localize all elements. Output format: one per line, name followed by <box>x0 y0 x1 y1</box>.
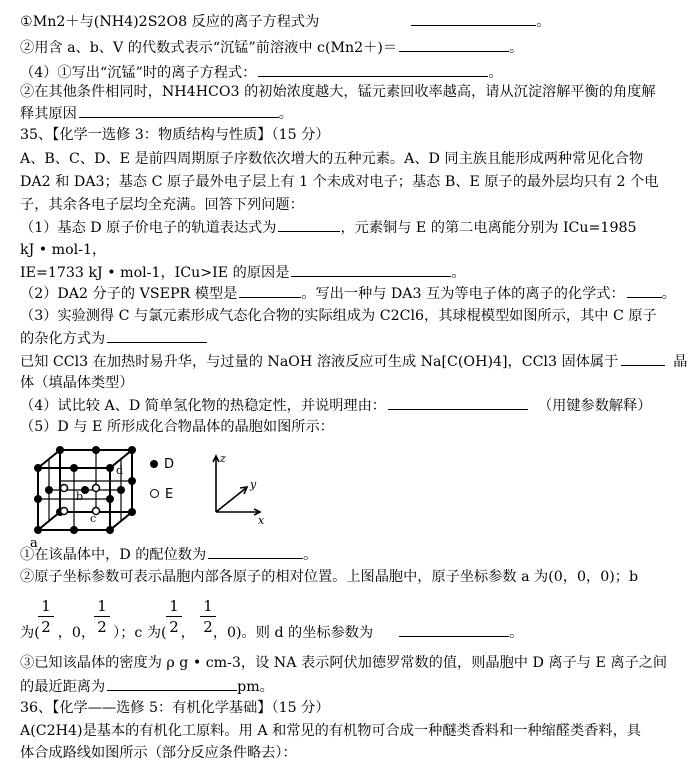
question-line <box>20 622 684 643</box>
fraction-numerator: 1 <box>41 597 51 615</box>
question-line <box>20 103 684 124</box>
question-line: ②在其他条件相同时，NH4HCO3 的初始浓度越大，锰元素回收率越高，请从沉淀溶解平衡的角度解 <box>20 84 656 100</box>
legend-e <box>150 487 173 502</box>
unit-cell-figure <box>30 442 140 540</box>
question-line <box>20 544 684 565</box>
question-text: （2）DA2 分子的 VSEPR 模型是 <box>20 286 238 302</box>
question-line: 体（填晶体类型） <box>20 375 134 391</box>
answer-blank <box>627 283 662 298</box>
question-text: pm。 <box>237 679 274 695</box>
question-text: （4）试比较 A、D 简单氢化物的热稳定性，并说明理由： <box>20 398 386 414</box>
question-line <box>20 328 684 349</box>
question-line: （5）D 与 E 所形成化合物晶体的晶胞如图所示： <box>20 419 334 435</box>
fraction-denominator: 2 <box>203 618 213 636</box>
question-text: 的最近距离为 <box>20 679 106 695</box>
fraction-numerator: 1 <box>169 597 179 615</box>
axes-figure <box>206 452 272 526</box>
answer-blank <box>239 283 301 298</box>
section-title: 35、【化学一选修 3：物质结构与性质】（15 分） <box>20 127 330 143</box>
coord-text: ，0， <box>57 625 96 641</box>
question-line <box>20 262 684 283</box>
question-line <box>20 351 688 372</box>
axis-x-label: x <box>258 514 265 526</box>
period: 。 <box>536 14 551 30</box>
question-text: （1）基态 D 原子价电子的轨道表达式为 <box>20 220 277 236</box>
question-text: 释其原因 <box>20 106 77 122</box>
coord-text: 为( <box>20 625 40 641</box>
question-line: （3）实验测得 C 与氯元素形成气态化合物的实际组成为 C2Cl6，其球棍模型如图所示，其中 C 原子 <box>20 308 657 324</box>
answer-blank <box>107 328 207 343</box>
question-line: 体合成路线如图所示（部分反应条件略去）： <box>20 745 297 761</box>
question-text: 已知 CCl3 在加热时易升华，与过量的 NaOH 溶液反应可生成 Na[C(OH)4]，CCl3 固体属于 <box>20 354 619 370</box>
label-b: b <box>76 490 84 503</box>
label-c: c <box>90 512 97 525</box>
question-line: DA2 和 DA3；基态 C 原子最外电子层上有 1 个未成对电子；基态 B、E 原子的最外层均只有 2 个电 <box>20 174 659 190</box>
question-line <box>20 676 684 697</box>
answer-blank <box>399 622 509 637</box>
fraction-numerator: 1 <box>97 597 107 615</box>
period: 。 <box>451 265 466 281</box>
question-line <box>20 11 684 32</box>
question-text: 。写出一种与 DA3 互为等电子体的离子的化学式： <box>301 286 625 302</box>
question-text: ①Mn2＋与(NH4)2S2O8 反应的离子方程式为 <box>20 14 320 30</box>
answer-blank <box>399 37 509 52</box>
legend-d-label: D <box>164 457 175 472</box>
question-text: 晶 <box>673 354 688 370</box>
coord-text: ，0)。则 d 的坐标参数为 <box>212 625 374 641</box>
period: 。 <box>278 106 293 122</box>
question-text: ①在该晶体中，D 的配位数为 <box>20 547 207 563</box>
fraction-denominator: 2 <box>97 618 107 636</box>
answer-blank <box>79 103 279 118</box>
question-line: 子，其余各电子层均全充满。回答下列问题： <box>20 197 304 213</box>
answer-blank <box>107 676 237 691</box>
question-text: ，元素铜与 E 的第二电离能分别为 ICu=1985 <box>340 220 637 236</box>
coord-text: ）；c 为( <box>113 625 167 641</box>
question-line: A、B、C、D、E 是前四周期原子序数依次增大的五种元素。A、D 同主族且能形成两种常见化合物 <box>20 151 644 167</box>
question-line: ②原子坐标参数可表示晶胞内部各原子的相对位置。上图晶胞中，原子坐标参数 a 为(0，0，0)；b <box>20 569 639 585</box>
legend-e-label: E <box>165 487 174 502</box>
question-text: （4）①写出“沉锰”时的离子方程式： <box>20 65 257 81</box>
axis-y-label: y <box>250 478 257 491</box>
answer-blank <box>291 262 451 277</box>
question-text: ②用含 a、b、V 的代数式表示“沉锰”前溶液中 c(Mn2＋)＝ <box>20 40 398 56</box>
answer-blank <box>208 544 303 559</box>
question-text: （用键参数解释） <box>537 398 652 414</box>
question-line: ③已知该晶体的密度为 ρ g • cm-3，设 NA 表示阿伏加德罗常数的值，则晶胞中 D 离子与 E 离子之间 <box>20 655 668 671</box>
question-text: 的杂化方式为 <box>20 331 106 347</box>
axis-z-label: z <box>220 452 226 465</box>
section-title: 36、【化学——选修 5：有机化学基础】（15 分） <box>20 700 330 716</box>
question-line <box>20 217 684 238</box>
label-d: d <box>116 464 124 477</box>
question-line <box>20 283 684 304</box>
fraction-numerator: 1 <box>203 597 213 615</box>
question-line: A(C2H4)是基本的有机化工原料。用 A 和常见的有机物可合成一种醚类香料和一种缩醛类香料，具 <box>20 723 641 739</box>
question-line <box>20 395 684 416</box>
label-a: a <box>30 536 38 551</box>
answer-blank <box>411 11 536 26</box>
period: 。 <box>661 286 676 302</box>
period: 。 <box>488 65 503 81</box>
period: 。 <box>509 625 524 641</box>
legend-d <box>150 457 174 472</box>
question-text: IE=1733 kJ • mol-1，ICu>IE 的原因是 <box>20 265 290 281</box>
period: 。 <box>509 40 524 56</box>
answer-blank <box>621 351 665 366</box>
answer-blank <box>388 395 528 410</box>
question-line <box>20 37 684 58</box>
question-line <box>20 62 684 83</box>
fraction-denominator: 2 <box>41 618 51 636</box>
coord-text: ， <box>180 625 195 641</box>
question-line: kJ • mol-1， <box>20 242 107 258</box>
fraction-denominator: 2 <box>169 618 179 636</box>
answer-blank <box>258 62 488 77</box>
period: 。 <box>303 547 318 563</box>
answer-blank <box>278 217 340 232</box>
